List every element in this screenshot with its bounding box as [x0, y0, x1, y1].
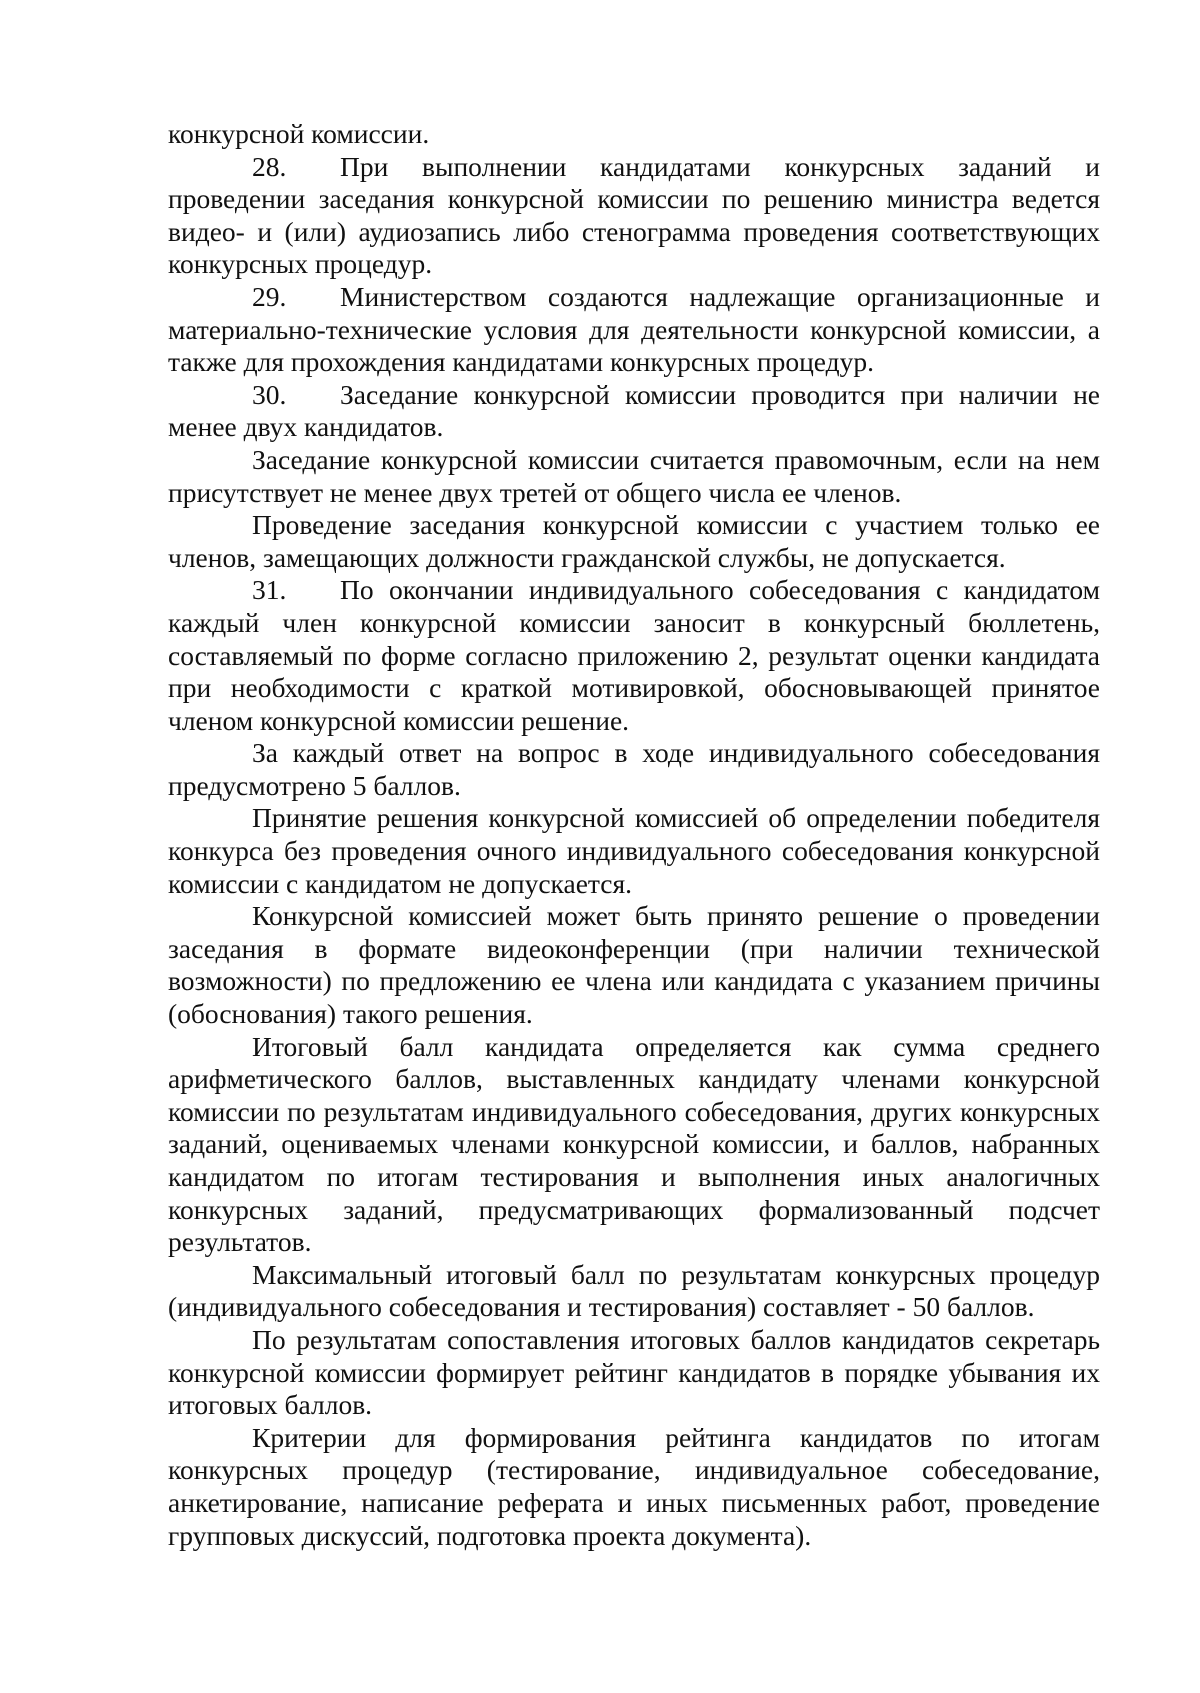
- paragraph-number: 29.: [252, 280, 287, 312]
- paragraph-text: За каждый ответ на вопрос в ходе индивидуального собеседования предусмотрено 5 баллов.: [168, 737, 1100, 801]
- paragraph-number: 28.: [252, 150, 287, 182]
- paragraph-text: Принятие решения конкурсной комиссией об определении победителя конкурса без проведения очного индивидуального собеседования конкурсной комиссии с кандидатом не допускается.: [168, 802, 1100, 899]
- paragraph-text: При выполнении кандидатами конкурсных заданий и проведении заседания конкурсной комиссии по решению министра ведется видео- и (или) аудиозапись либо стенограмма проведения соответствующих конкурсных процедур.: [168, 150, 1100, 280]
- paragraph-28: [168, 151, 1100, 281]
- paragraph-text: Конкурсной комиссией может быть принято решение о проведении заседания в формате видеоконференции (при наличии технической возможности) по предложению ее члена или кандидата с указанием причины (обоснования) такого решения.: [168, 900, 1100, 1030]
- paragraph-points-per-answer: [168, 737, 1100, 802]
- paragraph-31: [168, 574, 1100, 737]
- paragraph-final-score: [168, 1031, 1100, 1259]
- paragraph-videoconference: [168, 900, 1100, 1030]
- paragraph-no-decision-without-interview: [168, 802, 1100, 900]
- paragraph-text: Министерством создаются надлежащие организационные и материально-технические условия для деятельности конкурсной комиссии, а также для прохождения кандидатами конкурсных процедур.: [168, 280, 1100, 378]
- paragraph-number: 30.: [252, 378, 287, 410]
- paragraph-members-only: [168, 509, 1100, 574]
- paragraph-text: Проведение заседания конкурсной комиссии с участием только ее членов, замещающих должности гражданской службы, не допускается.: [168, 509, 1100, 573]
- paragraph-text: конкурсной комиссии.: [168, 118, 430, 149]
- paragraph-continuation: [168, 118, 1100, 151]
- paragraph-rating: [168, 1324, 1100, 1422]
- paragraph-29: [168, 281, 1100, 379]
- paragraph-quorum: [168, 444, 1100, 509]
- paragraph-max-score: [168, 1259, 1100, 1324]
- paragraph-30: [168, 379, 1100, 444]
- paragraph-text: Максимальный итоговый балл по результатам конкурсных процедур (индивидуального собеседования и тестирования) составляет - 50 баллов.: [168, 1258, 1100, 1323]
- paragraph-text: По результатам сопоставления итоговых баллов кандидатов секретарь конкурсной комиссии формирует рейтинг кандидатов в порядке убывания их итоговых баллов.: [168, 1323, 1100, 1421]
- paragraph-text: Итоговый балл кандидата определяется как сумма среднего арифметического баллов, выставленных кандидату членами конкурсной комиссии по результатам индивидуального собеседования, других конкурсных заданий, оцениваемых членами конкурсной комиссии, и баллов, набранных кандидатом по итогам тестирования и выполнения иных аналогичных конкурсных заданий, предусматривающих формализованный подсчет результатов.: [168, 1030, 1100, 1258]
- paragraph-text: Критерии для формирования рейтинга кандидатов по итогам конкурсных процедур (тестирование, индивидуальное собеседование, анкетирование, написание реферата и иных письменных работ, проведение групповых дискуссий, подготовка проекта документа).: [168, 1421, 1100, 1551]
- paragraph-text: По окончании индивидуального собеседования с кандидатом каждый член конкурсной комиссии заносит в конкурсный бюллетень, составляемый по форме согласно приложению 2, результат оценки кандидата при необходимости с краткой мотивировкой, обосновывающей принятое членом конкурсной комиссии решение.: [168, 574, 1100, 736]
- paragraph-number: 31.: [252, 574, 287, 606]
- paragraph-text: Заседание конкурсной комиссии проводится при наличии не менее двух кандидатов.: [168, 378, 1100, 443]
- paragraph-text: Заседание конкурсной комиссии считается правомочным, если на нем присутствует не менее двух третей от общего числа ее членов.: [168, 443, 1100, 508]
- paragraph-rating-criteria: [168, 1422, 1100, 1552]
